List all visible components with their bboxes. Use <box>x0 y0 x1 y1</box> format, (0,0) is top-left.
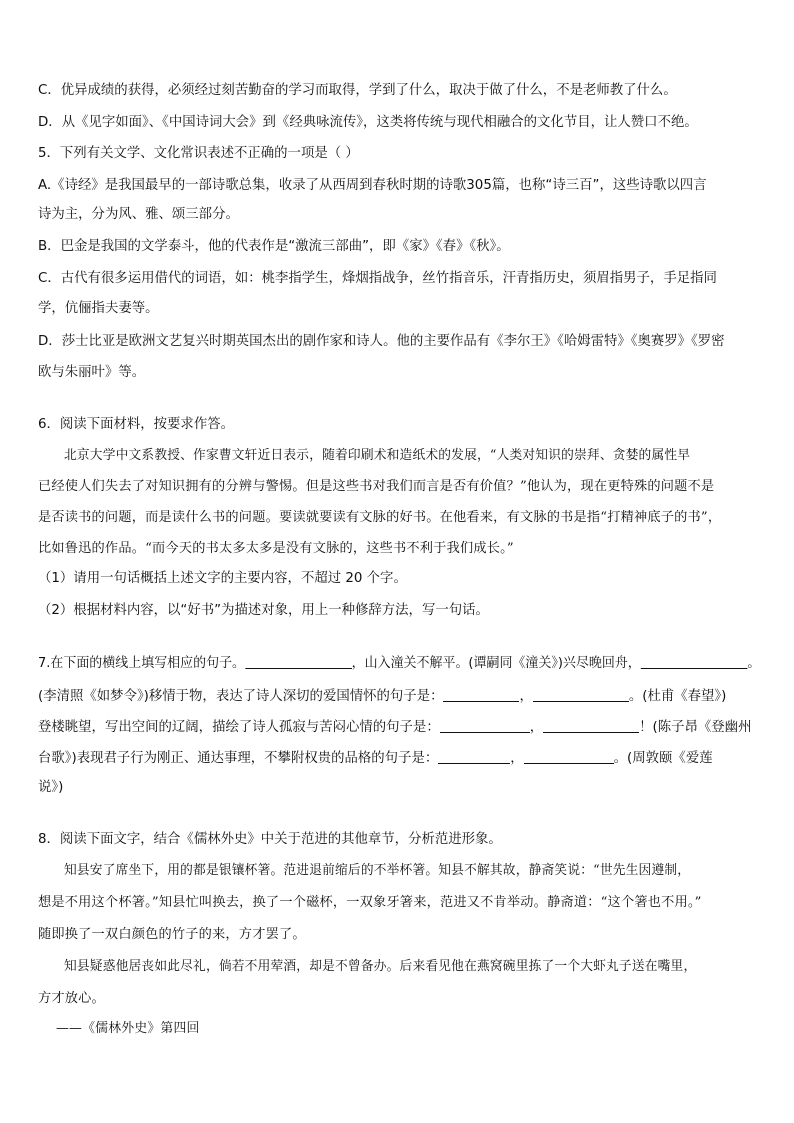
q5-option-b: B．巴金是我国的文学泰斗，他的代表作是“激流三部曲”，即《家》《春》《秋》。 <box>38 239 510 254</box>
q7-line2-comma: ， <box>519 689 533 704</box>
q6-passage-line3: 是否读书的问题，而是读什么书的问题。要读就要读有文脉的好书。在他看来，有文脉的书是指“打精神底子的书”， <box>38 510 722 525</box>
q8-passage-line1: 知县安了席坐下，用的都是银镶杯箸。范进退前缩后的不举杯箸。知县不解其故，静斋笑说：“世先生因遵制， <box>64 863 691 878</box>
q7-line3-text: 登楼眺望，写出空间的辽阔，描绘了诗人孤寂与苦闷心情的句子是： <box>38 720 440 735</box>
q4-option-c: C．优异成绩的获得，必须经过刻苦勤奋的学习而取得，学到了什么，取决于做了什么，不是老师教了什么。 <box>38 83 677 98</box>
q5-option-d-line2: 欧与朱丽叶》等。 <box>38 365 146 380</box>
q7-line3-comma: ， <box>529 720 544 735</box>
q7-blank-6[interactable] <box>543 718 639 733</box>
q8-passage-line2: 想是不用这个杯箸。”知县忙叫换去，换了一个磁杯，一双象牙箸来，范进又不肯举动。静斋道：“这个箸也不用。” <box>38 895 702 910</box>
q7-line4-comma: ， <box>510 751 524 766</box>
q7-line1-end: 。 <box>747 656 761 671</box>
q7-line3-source: ！(陈子昂《登幽州 <box>639 720 752 735</box>
q6-subquestion-1: （1）请用一句话概括上述文字的主要内容，不超过 20 个字。 <box>38 571 407 586</box>
q7-stem-text: 7.在下面的横线上填写相应的句子。 <box>38 656 246 671</box>
q6-stem: 6．阅读下面材料，按要求作答。 <box>38 417 234 432</box>
q7-line1 <box>38 654 761 673</box>
q7-blank-2[interactable] <box>641 654 748 669</box>
q7-line4-text: 台歌》)表现君子行为刚正、通达事理，不攀附权贵的品格的句子是： <box>38 751 439 766</box>
q7-line2 <box>38 687 760 706</box>
q7-line5: 说》) <box>38 780 64 795</box>
q5-option-a-line2: 诗为主，分为风、雅、颂三部分。 <box>38 207 239 222</box>
q7-line4 <box>38 749 760 768</box>
q5-option-d-line1: D．莎士比亚是欧洲文艺复兴时期英国杰出的剧作家和诗人。他的主要作品有《李尔王》《哈姆雷特》《奥赛罗》《罗密 <box>38 334 725 349</box>
q5-option-a-line1: A.《诗经》是我国最早的一部诗歌总集，收录了从西周到春秋时期的诗歌305篇，也称“诗三百”，这些诗歌以四言 <box>38 178 707 193</box>
q5-option-c-line2: 学，伉俪指夫妻等。 <box>38 301 159 316</box>
q7-line1-text: ，山入潼关不解平。(谭嗣同《潼关》)兴尽晚回舟， <box>351 656 641 671</box>
q7-line2-source: 。(杜甫《春望》) <box>628 689 727 704</box>
q7-blank-3[interactable] <box>443 687 519 702</box>
q7-blank-1[interactable] <box>245 654 352 669</box>
q8-passage-line5: 方才放心。 <box>38 991 105 1006</box>
q8-passage-line4: 知县疑惑他居丧如此尽礼，倘若不用荤酒，却是不曾备办。后来看见他在燕窝碗里拣了一个大虾丸子送在嘴里， <box>64 959 697 974</box>
q7-line3 <box>38 718 760 737</box>
q7-blank-7[interactable] <box>438 749 510 764</box>
q6-subquestion-2: （2）根据材料内容，以“好书”为描述对象，用上一种修辞方法，写一句话。 <box>38 603 489 618</box>
q7-blank-4[interactable] <box>533 687 629 702</box>
q8-stem: 8．阅读下面文字，结合《儒林外史》中关于范进的其他章节，分析范进形象。 <box>38 832 502 847</box>
q7-line4-source: 。(周敦颐《爱莲 <box>613 751 713 766</box>
q8-source: ——《儒林外史》第四回 <box>56 1021 200 1036</box>
q4-option-d: D．从《见字如面》、《中国诗词大会》到《经典咏流传》，这类将传统与现代相融合的文化节目，让人赞口不绝。 <box>38 115 698 130</box>
q6-passage-line1: 北京大学中文系教授、作家曹文轩近日表示，随着印刷术和造纸术的发展，“人类对知识的崇拜、贪婪的属性早 <box>64 448 691 463</box>
q5-stem: 5．下列有关文学、文化常识表述不正确的一项是（ ） <box>38 146 359 161</box>
q7-blank-5[interactable] <box>440 718 530 733</box>
q7-line2-text: (李清照《如梦令》)移情于物，表达了诗人深切的爱国情怀的句子是： <box>38 689 444 704</box>
q8-passage-line3: 随即换了一双白颜色的竹子的来，方才罢了。 <box>38 927 306 942</box>
q6-passage-line4: 比如鲁迅的作品。“而今天的书太多太多是没有文脉的，这些书不利于我们成长。” <box>38 541 514 556</box>
q6-passage-line2: 已经使人们失去了对知识拥有的分辨与警惕。但是这些书对我们而言是否有价值？”他认为，现在更特殊的问题不是 <box>38 479 715 494</box>
q7-blank-8[interactable] <box>524 749 614 764</box>
q5-option-c-line1: C．古代有很多运用借代的词语，如：桃李指学生，烽烟指战争，丝竹指音乐，汗青指历史，须眉指男子，手足指同 <box>38 271 717 286</box>
